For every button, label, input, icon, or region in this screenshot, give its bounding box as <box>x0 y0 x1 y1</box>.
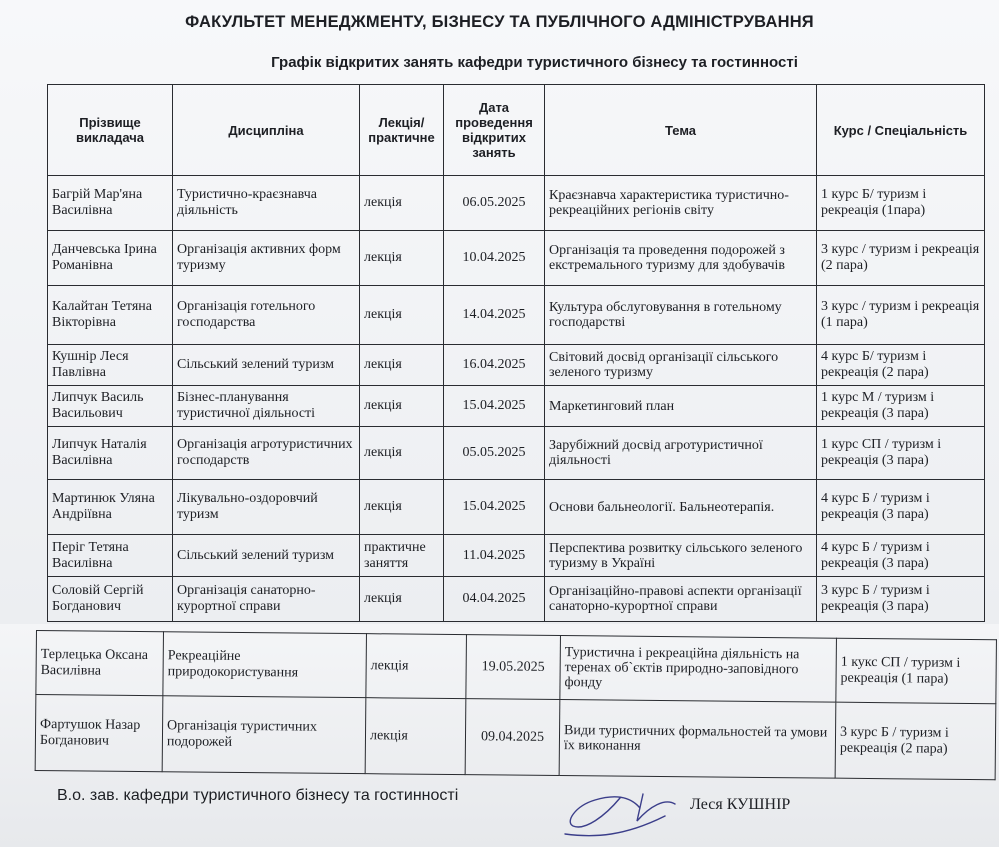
teacher-cell: Фартушок Назар Богданович <box>35 695 163 772</box>
teacher-cell: Липчук Наталія Василівна <box>48 427 173 480</box>
column-header: Лекція/ практичне <box>360 85 444 176</box>
teacher-cell: Липчук Василь Васильович <box>48 386 173 427</box>
course-cell: 4 курс Б / туризм і рекреація (3 пара) <box>817 480 985 535</box>
signer-name: Леся КУШНІР <box>690 796 791 813</box>
discipline-cell: Лікувально-оздоровчий туризм <box>173 480 360 535</box>
date-cell: 14.04.2025 <box>444 286 545 345</box>
topic-cell: Види туристичних формальностей та умови їх виконання <box>559 700 836 779</box>
date-cell: 05.05.2025 <box>444 427 545 480</box>
schedule-title: Графік відкритих занять кафедри туристичного бізнесу та гостинності <box>271 54 798 71</box>
course-cell: 4 курс Б/ туризм і рекреація (2 пара) <box>817 345 985 386</box>
schedule-table-continued <box>35 630 997 780</box>
date-cell: 15.04.2025 <box>444 480 545 535</box>
discipline-cell: Організація готельного господарства <box>173 286 360 345</box>
type-cell: практичне заняття <box>360 535 444 577</box>
head-of-department-label: В.о. зав. кафедри туристичного бізнесу та гостинності <box>57 787 459 804</box>
topic-cell: Туристична і рекреаційна діяльність на теренах об`єктів природно-заповідного фонду <box>560 636 837 703</box>
table-row <box>48 345 985 386</box>
course-cell: 3 курс / туризм і рекреація (1 пара) <box>817 286 985 345</box>
date-cell: 10.04.2025 <box>444 231 545 286</box>
course-cell: 3 курс Б / туризм і рекреація (2 пара) <box>835 702 996 780</box>
teacher-cell: Терлецька Оксана Василівна <box>36 631 164 696</box>
discipline-cell: Організація санаторно-курортної справи <box>173 577 360 622</box>
discipline-cell: Організація активних форм туризму <box>173 231 360 286</box>
type-cell: лекція <box>360 231 444 286</box>
table-row <box>48 480 985 535</box>
teacher-cell: Мартинюк Уляна Андріївна <box>48 480 173 535</box>
table-row <box>48 535 985 577</box>
date-cell: 15.04.2025 <box>444 386 545 427</box>
type-cell: лекція <box>360 176 444 231</box>
type-cell: лекція <box>360 345 444 386</box>
teacher-cell: Соловій Сергій Богданович <box>48 577 173 622</box>
teacher-cell: Періг Тетяна Василівна <box>48 535 173 577</box>
column-header: Дисципліна <box>173 85 360 176</box>
topic-cell: Маркетинговий план <box>545 386 817 427</box>
teacher-cell: Данчевська Ірина Романівна <box>48 231 173 286</box>
topic-cell: Зарубіжний досвід агротуристичної діяльності <box>545 427 817 480</box>
discipline-cell: Бізнес-планування туристичної діяльності <box>173 386 360 427</box>
type-cell: лекція <box>360 480 444 535</box>
course-cell: 3 курс / туризм і рекреація (2 пара) <box>817 231 985 286</box>
type-cell: лекція <box>360 427 444 480</box>
date-cell: 11.04.2025 <box>444 535 545 577</box>
topic-cell: Перспектива розвитку сільського зеленого туризму в Україні <box>545 535 817 577</box>
column-header: Дата проведення відкритих занять <box>444 85 545 176</box>
faculty-title: ФАКУЛЬТЕТ МЕНЕДЖМЕНТУ, БІЗНЕСУ ТА ПУБЛІЧНОГО АДМІНІСТРУВАННЯ <box>185 13 814 31</box>
column-header: Прізвище викладача <box>48 85 173 176</box>
course-cell: 1 курс Б/ туризм і рекреація (1пара) <box>817 176 985 231</box>
course-cell: 1 кукс СП / туризм і рекреація (1 пара) <box>836 638 997 704</box>
type-cell: лекція <box>366 634 467 699</box>
teacher-cell: Багрій Мар'яна Василівна <box>48 176 173 231</box>
type-cell: лекція <box>360 286 444 345</box>
type-cell: лекція <box>365 698 466 775</box>
course-cell: 4 курс Б / туризм і рекреація (3 пара) <box>817 535 985 577</box>
date-cell: 19.05.2025 <box>466 635 561 700</box>
teacher-cell: Калайтан Тетяна Вікторівна <box>48 286 173 345</box>
table-header-row <box>48 85 985 176</box>
date-cell: 09.04.2025 <box>465 699 560 776</box>
column-header: Курс / Спеціальність <box>817 85 985 176</box>
table-row <box>48 231 985 286</box>
course-cell: 3 курс Б / туризм і рекреація (3 пара) <box>817 577 985 622</box>
date-cell: 04.04.2025 <box>444 577 545 622</box>
discipline-cell: Організація туристичних подорожей <box>162 696 366 774</box>
table-row <box>48 176 985 231</box>
discipline-cell: Сільський зелений туризм <box>173 535 360 577</box>
table-row <box>48 286 985 345</box>
table-row <box>35 695 996 780</box>
topic-cell: Основи бальнеології. Бальнеотерапія. <box>545 480 817 535</box>
course-cell: 1 курс М / туризм і рекреація (3 пара) <box>817 386 985 427</box>
topic-cell: Організаційно-правові аспекти організації санаторно-курортної справи <box>545 577 817 622</box>
discipline-cell: Рекреаційне природокористування <box>163 632 367 698</box>
table-row <box>48 577 985 622</box>
table-row <box>48 386 985 427</box>
type-cell: лекція <box>360 577 444 622</box>
table-row <box>36 631 997 704</box>
date-cell: 06.05.2025 <box>444 176 545 231</box>
teacher-cell: Кушнір Леся Павлівна <box>48 345 173 386</box>
topic-cell: Світовий досвід організації сільського зеленого туризму <box>545 345 817 386</box>
type-cell: лекція <box>360 386 444 427</box>
topic-cell: Організація та проведення подорожей з екстремального туризму для здобувачів <box>545 231 817 286</box>
topic-cell: Культура обслуговування в готельному господарстві <box>545 286 817 345</box>
column-header: Тема <box>545 85 817 176</box>
course-cell: 1 курс СП / туризм і рекреація (3 пара) <box>817 427 985 480</box>
date-cell: 16.04.2025 <box>444 345 545 386</box>
discipline-cell: Туристично-краєзнавча діяльність <box>173 176 360 231</box>
topic-cell: Краєзнавча характеристика туристично-рекреаційних регіонів світу <box>545 176 817 231</box>
discipline-cell: Організація агротуристичних господарств <box>173 427 360 480</box>
schedule-table <box>47 84 985 622</box>
handwritten-signature <box>525 786 695 846</box>
discipline-cell: Сільський зелений туризм <box>173 345 360 386</box>
table-row <box>48 427 985 480</box>
